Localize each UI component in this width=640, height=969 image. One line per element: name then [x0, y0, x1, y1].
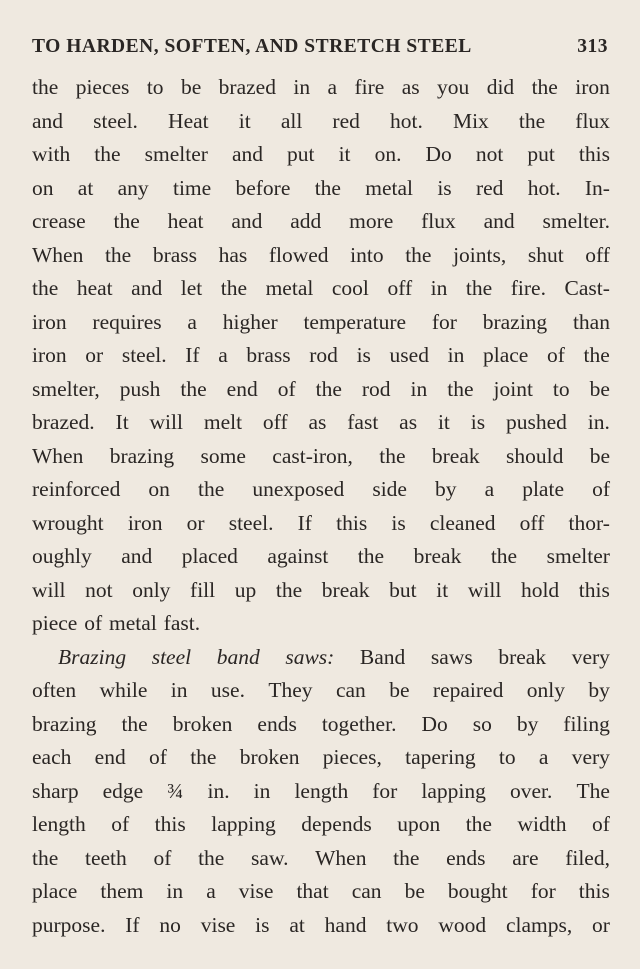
- word: some: [200, 443, 246, 468]
- word: will: [467, 577, 502, 602]
- word: the: [583, 343, 610, 367]
- word: and: [231, 142, 263, 166]
- word: it: [436, 577, 449, 602]
- word: brass: [152, 242, 197, 267]
- word: cleaned: [429, 510, 496, 535]
- word: metal: [109, 611, 157, 635]
- word: Heat: [168, 108, 209, 133]
- word: break: [413, 544, 462, 568]
- word: in: [170, 678, 188, 702]
- word: flux: [575, 108, 610, 133]
- text-line: [32, 540, 610, 574]
- word: as: [308, 410, 327, 434]
- word: let: [180, 276, 203, 300]
- word: of: [592, 477, 610, 501]
- word: smelter.: [542, 209, 610, 233]
- word: wood: [438, 912, 487, 937]
- word: will: [149, 410, 183, 434]
- word: in: [253, 778, 271, 803]
- word: the: [447, 376, 474, 401]
- word: very: [571, 644, 610, 669]
- word: smelter: [144, 142, 208, 166]
- word: that: [296, 879, 329, 903]
- word: and: [121, 544, 153, 568]
- word: unexposed: [252, 477, 345, 501]
- word: the: [379, 443, 406, 468]
- word: are: [512, 845, 539, 870]
- word: it: [338, 142, 351, 166]
- word: brazing: [32, 711, 97, 736]
- word: while: [99, 678, 148, 702]
- word: edge: [102, 778, 144, 803]
- word: of: [546, 343, 565, 367]
- word: temperature: [303, 309, 407, 334]
- text-line: [32, 641, 610, 675]
- word: off: [387, 276, 413, 300]
- word: against: [267, 544, 329, 568]
- word: If: [297, 510, 312, 535]
- word: Band: [359, 644, 406, 669]
- word: the: [315, 376, 342, 401]
- word: place: [482, 343, 529, 367]
- word: If: [185, 343, 200, 367]
- word: upon: [397, 812, 441, 836]
- word: rod: [309, 343, 338, 367]
- word: at: [289, 912, 305, 937]
- word: in: [410, 376, 428, 401]
- word: with: [32, 142, 71, 166]
- word: add: [290, 209, 322, 233]
- word: pushed: [505, 410, 567, 434]
- word: it: [437, 410, 450, 434]
- word: has: [218, 242, 248, 267]
- word: this: [578, 577, 610, 602]
- word: length: [32, 812, 86, 836]
- text-line: [32, 339, 610, 373]
- word: shut: [527, 242, 564, 267]
- text-line: [32, 440, 610, 474]
- word: smelter: [546, 544, 610, 568]
- word: the: [518, 108, 546, 133]
- word: the: [465, 276, 493, 300]
- word: you: [437, 75, 470, 99]
- word: only: [526, 678, 565, 702]
- word: ends: [446, 845, 486, 870]
- word: be: [389, 678, 410, 702]
- word: band: [216, 644, 260, 669]
- word: break: [431, 443, 480, 468]
- word: of: [277, 376, 296, 401]
- text-line: [32, 507, 610, 541]
- word: iron: [575, 75, 610, 99]
- word: Cast-: [564, 276, 610, 300]
- word: for: [372, 778, 398, 803]
- word: and: [231, 209, 263, 233]
- word: the: [490, 544, 518, 568]
- word: to: [146, 75, 164, 99]
- word: side: [372, 477, 407, 501]
- word: the: [94, 142, 121, 166]
- word: as: [399, 410, 418, 434]
- text-line: [32, 306, 610, 340]
- word: be: [180, 75, 202, 99]
- word: the: [197, 477, 225, 501]
- word: teeth: [84, 845, 127, 870]
- word: When: [32, 443, 84, 468]
- word: this: [336, 510, 368, 535]
- text-line: [32, 808, 610, 842]
- text-line: [32, 406, 610, 440]
- word: or: [85, 343, 104, 367]
- word: sharp: [32, 778, 79, 803]
- word: length: [294, 778, 349, 803]
- text-line: [32, 205, 610, 239]
- word: the: [32, 276, 59, 300]
- text-line: [32, 239, 610, 273]
- word: red: [475, 175, 504, 200]
- word: very: [571, 745, 610, 769]
- word: smelter,: [32, 376, 100, 401]
- running-header: [32, 36, 608, 62]
- text-line: [32, 875, 610, 909]
- text-line: [32, 607, 610, 641]
- word: red: [332, 108, 360, 133]
- word: the: [220, 276, 248, 300]
- word: pieces,: [322, 745, 382, 769]
- word: cool: [331, 276, 369, 300]
- word: crease: [32, 209, 86, 233]
- word: hold: [520, 577, 560, 602]
- word: this: [578, 879, 610, 903]
- word: saw.: [251, 845, 289, 870]
- word: in: [166, 879, 184, 903]
- word: end: [94, 745, 126, 769]
- word: steel.: [228, 510, 274, 535]
- word: melt: [203, 410, 243, 434]
- word: or: [592, 912, 610, 937]
- word: into: [350, 242, 384, 267]
- word: It: [115, 410, 129, 434]
- word: in.: [587, 410, 610, 434]
- text-line: [32, 574, 610, 608]
- word: them: [100, 879, 144, 903]
- text-line: [32, 473, 610, 507]
- word: wrought: [32, 510, 104, 535]
- word: steel.: [93, 108, 138, 133]
- word: rod: [361, 376, 391, 401]
- word: the: [198, 845, 225, 870]
- text-line: [32, 674, 610, 708]
- word: only: [132, 577, 171, 602]
- running-title: TO HARDEN, SOFTEN, AND STRETCH STEEL: [32, 36, 472, 57]
- word: filing: [563, 711, 610, 736]
- word: Do: [425, 142, 452, 166]
- word: a: [218, 343, 228, 367]
- word: tapering: [405, 745, 476, 769]
- text-line: [32, 842, 610, 876]
- word: this: [578, 142, 610, 166]
- word: the: [531, 75, 558, 99]
- word: of: [111, 812, 130, 836]
- word: often: [32, 678, 77, 702]
- word: saws:: [285, 644, 335, 669]
- word: off: [519, 510, 545, 535]
- word: fast.: [163, 611, 201, 635]
- word: width: [517, 812, 567, 836]
- word: purpose.: [32, 912, 106, 937]
- text-line: [32, 172, 610, 206]
- word: did: [486, 75, 515, 99]
- word: more: [349, 209, 394, 233]
- word: metal: [265, 276, 314, 300]
- word: over.: [509, 778, 553, 803]
- word: depends: [301, 812, 372, 836]
- word: joints,: [453, 242, 507, 267]
- word: but: [389, 577, 417, 602]
- word: no: [159, 912, 181, 937]
- word: a: [484, 477, 495, 501]
- word: broken: [172, 711, 233, 736]
- word: broken: [239, 745, 300, 769]
- word: repaired: [432, 678, 504, 702]
- text-line: [32, 138, 610, 172]
- word: requires: [92, 309, 162, 334]
- word: should: [505, 443, 564, 468]
- word: the: [113, 209, 140, 233]
- word: off: [262, 410, 288, 434]
- word: heat: [76, 276, 113, 300]
- word: of: [84, 611, 103, 635]
- word: flux: [421, 209, 456, 233]
- text-line: [32, 373, 610, 407]
- page-number: 313: [577, 36, 608, 57]
- word: off: [585, 242, 610, 267]
- word: bought: [447, 879, 508, 903]
- word: in.: [207, 778, 230, 803]
- word: iron: [32, 343, 67, 367]
- text-line: [32, 909, 610, 943]
- word: on.: [374, 142, 402, 166]
- word: at: [77, 175, 94, 200]
- word: the: [104, 242, 132, 267]
- word: is: [391, 510, 406, 535]
- word: time: [172, 175, 212, 200]
- word: saws: [430, 644, 473, 669]
- word: to: [498, 745, 516, 769]
- word: the: [357, 544, 385, 568]
- word: on: [32, 175, 54, 200]
- word: the: [180, 376, 207, 401]
- word: used: [389, 343, 429, 367]
- word: it: [238, 108, 251, 133]
- word: use.: [210, 678, 245, 702]
- word: all: [280, 108, 303, 133]
- word: not: [85, 577, 113, 602]
- word: brazing: [482, 309, 548, 334]
- word: be: [589, 376, 610, 401]
- word: and: [483, 209, 515, 233]
- word: a: [327, 75, 338, 99]
- word: break: [321, 577, 370, 602]
- word: or: [186, 510, 205, 535]
- word: on: [148, 477, 170, 501]
- word: filed,: [565, 845, 610, 870]
- word: iron: [127, 510, 163, 535]
- word: in: [293, 75, 311, 99]
- word: the: [314, 175, 341, 200]
- word: Do: [421, 711, 448, 736]
- word: brazed.: [32, 410, 95, 434]
- word: the: [121, 711, 148, 736]
- body-text: [32, 71, 610, 942]
- text-line: [32, 775, 610, 809]
- word: placed: [181, 544, 238, 568]
- word: higher: [222, 309, 278, 334]
- word: heat: [167, 209, 204, 233]
- word: not: [475, 142, 504, 166]
- word: the: [32, 845, 59, 870]
- word: the: [405, 242, 432, 267]
- word: place: [32, 879, 78, 903]
- text-line: [32, 708, 610, 742]
- word: plate: [522, 477, 564, 501]
- word: and: [32, 108, 64, 133]
- word: for: [530, 879, 556, 903]
- word: When: [315, 845, 367, 870]
- word: brazed: [218, 75, 276, 99]
- word: than: [572, 309, 610, 334]
- word: cast-iron,: [272, 443, 353, 468]
- word: the: [465, 812, 492, 836]
- word: steel.: [121, 343, 167, 367]
- word: together.: [321, 711, 397, 736]
- word: by: [435, 477, 457, 501]
- word: of: [153, 845, 172, 870]
- word: of: [591, 812, 610, 836]
- word: fill: [190, 577, 216, 602]
- word: by: [588, 678, 610, 702]
- word: The: [576, 778, 610, 803]
- word: hot.: [527, 175, 561, 200]
- word: vise: [238, 879, 274, 903]
- word: the: [275, 577, 303, 602]
- word: of: [149, 745, 167, 769]
- word: can: [351, 879, 382, 903]
- word: this: [154, 812, 186, 836]
- word: flowed: [268, 242, 329, 267]
- word: Brazing: [58, 644, 127, 669]
- word: so: [472, 711, 492, 736]
- text-line: [32, 741, 610, 775]
- word: the: [393, 845, 420, 870]
- word: will: [32, 577, 66, 602]
- word: in: [447, 343, 465, 367]
- word: fire: [354, 75, 385, 99]
- word: is: [437, 175, 452, 200]
- word: Mix: [452, 108, 489, 133]
- word: be: [589, 443, 610, 468]
- word: any: [117, 175, 149, 200]
- word: by: [516, 711, 539, 736]
- text-line: [32, 272, 610, 306]
- word: is: [255, 912, 270, 937]
- word: joint: [493, 376, 533, 401]
- word: ends: [257, 711, 297, 736]
- word: put: [527, 142, 555, 166]
- word: put: [287, 142, 315, 166]
- word: to: [552, 376, 570, 401]
- word: before: [235, 175, 291, 200]
- word: push: [119, 376, 161, 401]
- word: fast: [347, 410, 379, 434]
- word: is: [356, 343, 371, 367]
- word: clamps,: [505, 912, 573, 937]
- word: reinforced: [32, 477, 121, 501]
- word: each: [32, 745, 72, 769]
- word: steel: [151, 644, 192, 669]
- word: is: [470, 410, 486, 434]
- word: be: [404, 879, 425, 903]
- word: If: [125, 912, 140, 937]
- word: iron: [32, 309, 67, 334]
- word: In-: [584, 175, 610, 200]
- word: hot.: [389, 108, 423, 133]
- word: When: [32, 242, 84, 267]
- text-line: [32, 105, 610, 139]
- word: a: [206, 879, 216, 903]
- word: vise: [200, 912, 236, 937]
- word: a: [538, 745, 549, 769]
- word: in: [430, 276, 448, 300]
- word: for: [431, 309, 457, 334]
- word: the: [190, 745, 217, 769]
- word: the: [32, 75, 59, 99]
- word: lapping: [211, 812, 276, 836]
- word: metal: [365, 175, 414, 200]
- word: break: [498, 644, 547, 669]
- word: brazing: [109, 443, 175, 468]
- word: can: [335, 678, 366, 702]
- word: and: [131, 276, 163, 300]
- word: pieces: [75, 75, 130, 99]
- word: two: [386, 912, 419, 937]
- word: a: [187, 309, 197, 334]
- word: They: [268, 678, 313, 702]
- word: up: [234, 577, 257, 602]
- word: fire.: [510, 276, 546, 300]
- word: lapping: [421, 778, 486, 803]
- word: thor-: [568, 510, 610, 535]
- word: ¾: [167, 778, 184, 803]
- word: brass: [246, 343, 291, 367]
- text-line: [32, 71, 610, 105]
- word: end: [226, 376, 258, 401]
- word: oughly: [32, 544, 92, 568]
- word: as: [401, 75, 420, 99]
- word: hand: [324, 912, 367, 937]
- word: piece: [32, 611, 78, 635]
